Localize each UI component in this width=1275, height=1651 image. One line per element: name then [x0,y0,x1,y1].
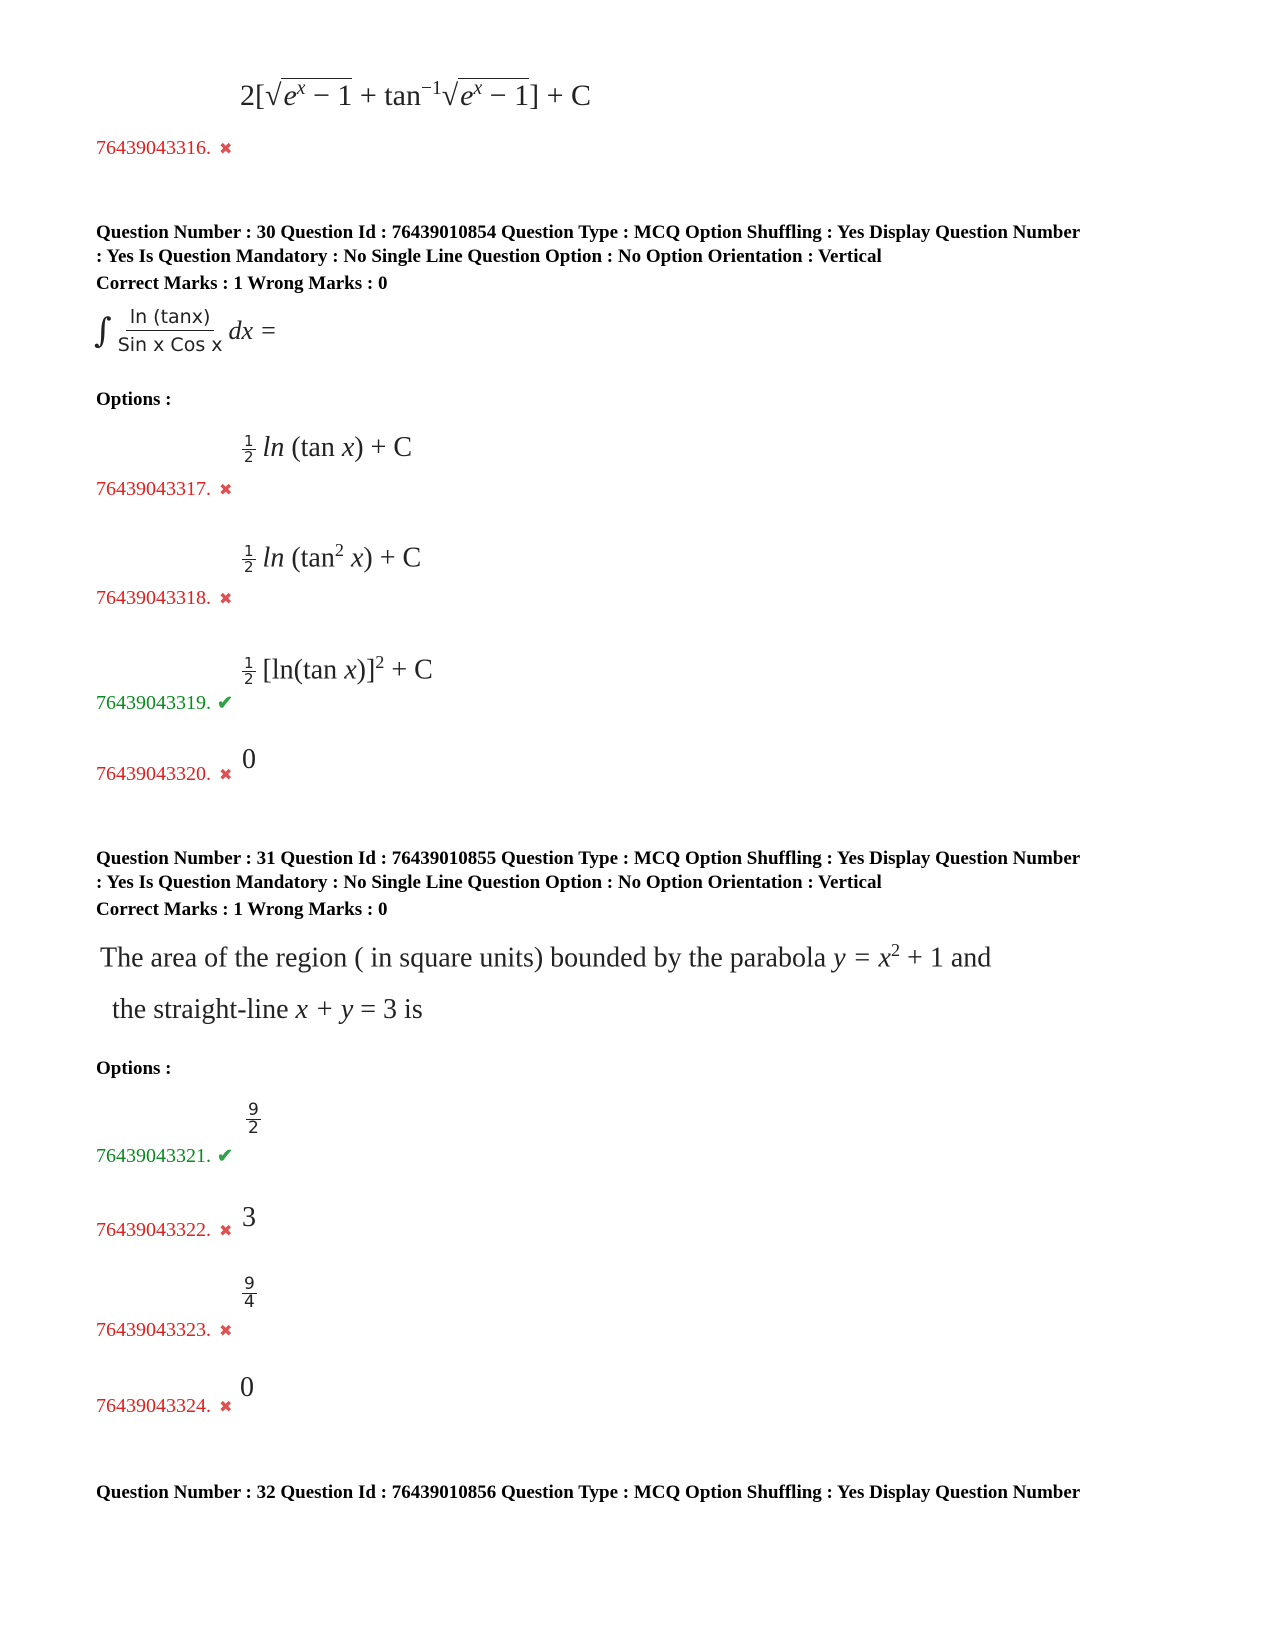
cross-icon: ✖ [219,591,233,608]
option-math: 3 [242,1202,256,1233]
option-math: 0 [240,1372,254,1403]
cross-icon: ✖ [219,1399,233,1416]
cross-icon: ✖ [219,767,233,784]
question-meta: Question Number : 31 Question Id : 76439010855 Question Type : MCQ Option Shuffling : Yes Display Question Number : Yes Is Question Mandatory : No Single Line Question Option : No Option Orientation : Vertical Correct Marks : 1 Wrong Marks : 0 [96,848,1081,920]
option-id: 76439043320. ✖ [96,763,233,785]
check-icon: ✔ [217,1146,233,1167]
option-id: 76439043318. ✖ [96,587,233,609]
question-stem: The area of the region ( in square units) bounded by the parabola $y = x^2 + 1$ and [100,940,992,974]
option-id: 76439043323. ✖ [96,1319,233,1341]
cross-icon: ✖ [219,141,233,158]
option-math: $2[√e^x - 1 + \tan^{-1}√e^x - 1] + C$ [240,78,591,112]
option-math: $\frac{9}{2}$ [248,1100,259,1138]
cross-icon: ✖ [219,482,233,499]
option-id: 76439043322. ✖ [96,1219,233,1241]
option-id: 76439043319. ✔ [96,692,233,714]
option-id: 76439043316. ✖ [96,137,233,159]
option-math: 0 [242,744,256,775]
question-meta: Question Number : 32 Question Id : 76439010856 Question Type : MCQ Option Shuffling : Yes Display Question Number [96,1482,1081,1503]
question-stem: ∫ ln (tanx) Sin x Cos x dx = [94,306,278,356]
question-meta: Question Number : 30 Question Id : 76439010854 Question Type : MCQ Option Shuffling : Yes Display Question Number : Yes Is Question Mandatory : No Single Line Question Option : No Option Orientation : Vertical Correct Marks : 1 Wrong Marks : 0 [96,222,1081,294]
option-math: $\frac{9}{4}$ [244,1274,255,1312]
check-icon: ✔ [217,693,233,714]
cross-icon: ✖ [219,1323,233,1340]
option-math: $\frac{1}{2}$ $\ln (\tan^2$ x) + C [244,540,422,577]
option-id: 76439043317. ✖ [96,478,233,500]
question-stem-line2: the straight-line x + y = 3 is [112,994,423,1025]
option-id: 76439043324. ✖ [96,1395,233,1417]
options-heading: Options : [96,1058,172,1079]
option-math: $\frac{1}{2}$ ln (tan x) + C [244,432,413,467]
option-math: $\frac{1}{2}$ [ln(tan x)]$^2$ + C [244,652,433,689]
options-heading: Options : [96,389,172,410]
cross-icon: ✖ [219,1223,233,1240]
option-id: 76439043321. ✔ [96,1145,233,1167]
